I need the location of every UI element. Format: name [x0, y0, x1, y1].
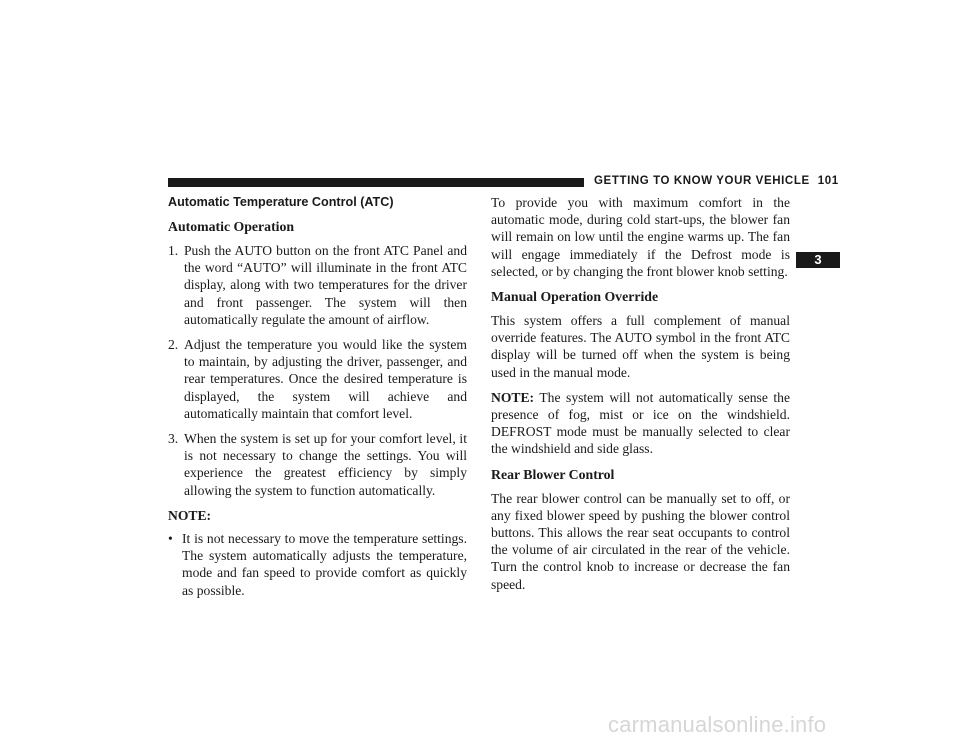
manual-paragraph: This system offers a full complement of manual override features. The AUTO symbol in the front ATC display will be turned off when the system is being used in the manual mode.: [491, 313, 790, 380]
step-text: When the system is set up for your comfort level, it is not necessary to change the settings. You will experience the greatest efficiency by simply allowing the system to function automatically.: [184, 431, 467, 498]
intro-paragraph: To provide you with maximum comfort in the automatic mode, during cold start-ups, the blower fan will remain on low until the engine warms up. The fan will engage immediately if the Defrost mode is selected, or by changing the front blower knob setting.: [491, 195, 790, 279]
step-number: 2.: [168, 337, 179, 353]
bullet-icon: •: [168, 531, 173, 547]
step-item: [168, 336, 467, 422]
note-paragraph: [491, 389, 790, 458]
right-column: [491, 194, 790, 601]
step-text: Adjust the temperature you would like the system to maintain, by adjusting the driver, passenger, and rear temperatures. Once the desired temperature is displayed, the system will achieve and automatically maintain that comfort level.: [184, 337, 467, 421]
subheading-automatic-operation: Automatic Operation: [168, 219, 295, 234]
running-header: [594, 175, 839, 187]
rear-paragraph: The rear blower control can be manually set to off, or any fixed blower speed by pushing the blower control buttons. This allows the rear seat occupants to control the volume of air circulated in the rear of the vehicle. Turn the control knob to increase or decrease the fan speed.: [491, 490, 790, 592]
note-text: The system will not automatically sense the presence of fog, mist or ice on the windshield. DEFROST mode must be manually selected to clear the windshield and side glass.: [491, 389, 791, 457]
header-rule: [168, 178, 584, 187]
step-number: 3.: [168, 431, 179, 447]
step-number: 1.: [168, 243, 179, 258]
watermark: carmanualsonline.info: [608, 712, 827, 737]
subheading-manual-override: Manual Operation Override: [491, 289, 659, 305]
step-item: [168, 430, 467, 499]
section-title: Automatic Temperature Control (ATC): [168, 195, 394, 209]
subheading-rear-blower: Rear Blower Control: [491, 466, 615, 482]
chapter-tab: 3: [796, 252, 840, 268]
left-column: [168, 194, 467, 599]
header-title: GETTING TO KNOW YOUR VEHICLE: [594, 175, 810, 187]
note-label: NOTE:: [491, 389, 535, 405]
step-text: Push the AUTO button on the front ATC Panel and the word “AUTO” will illuminate in the front ATC display, along with two temperatures for the driver and front passenger. The system will then automatically regulate the amount of airflow.: [184, 243, 467, 327]
note-label: NOTE:: [168, 507, 212, 523]
note-bullet: [168, 530, 467, 599]
bullet-text: It is not necessary to move the temperature settings. The system automatically adjusts the temperature, mode and fan speed to provide comfort as quickly as possible.: [182, 531, 467, 598]
page-number: 101: [817, 175, 839, 187]
step-item: [168, 242, 467, 328]
